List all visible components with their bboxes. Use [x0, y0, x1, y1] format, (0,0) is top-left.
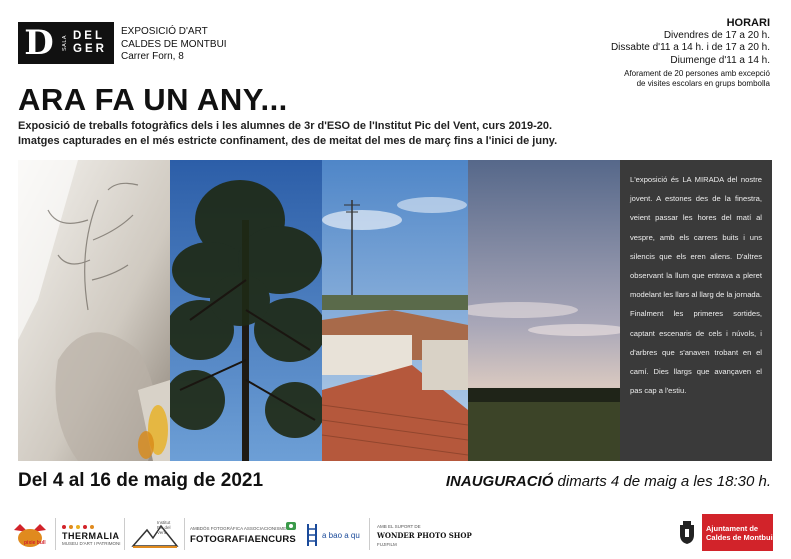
page-title: ARA FA UN ANY... — [18, 82, 288, 117]
ajuntament-line2: Caldes de Montbui — [706, 532, 773, 542]
pic-del-vent-label — [157, 520, 179, 535]
description-line2: Imatges capturades en el més estricte confinament, des de meitat del mes de març fins a l'inici de juny. — [18, 135, 558, 147]
divider — [55, 518, 56, 550]
photo-plant-shadow — [18, 160, 170, 461]
sala-del-ger-logo — [18, 22, 114, 64]
logo-words — [70, 30, 114, 56]
venue-info — [121, 26, 227, 64]
hours-note2: de visites escolars en grups bombolla — [636, 79, 770, 88]
ajuntament-line1: Ajuntament de — [706, 523, 759, 533]
divider — [369, 518, 370, 550]
ajuntament-text — [702, 524, 773, 542]
wonder-sub: FUJIFILM — [377, 541, 397, 547]
hours-title: HORARI — [726, 17, 770, 29]
sponsor-thermalia — [62, 518, 121, 552]
camera-icon — [286, 520, 296, 530]
hours-line1: Divendres de 17 a 20 h. — [663, 29, 770, 41]
logo-line1: DEL — [73, 30, 105, 42]
logo-line2: GER — [73, 43, 107, 55]
opening-details: dimarts 4 de maig a les 18:30 h. — [553, 473, 771, 490]
photo-sunset-field — [468, 160, 620, 461]
wonder-top: AMB EL SUPORT DE — [377, 523, 421, 529]
opening-label: INAUGURACIÓ — [445, 473, 554, 490]
thermalia-dots-icon — [62, 525, 94, 529]
exhibition-dates: Del 4 al 16 de maig de 2021 — [18, 470, 264, 491]
venue-line2: CALDES DE MONTBUI — [121, 38, 227, 50]
exhibition-blurb: L'exposició és LA MIRADA del nostre jovent. A estones des de la finestra, veient passar les hores del matí al vespre, amb els carrers buits i uns silencis que els eren aliens. D'altres observant la llum que entrava a pleret modelant les llars al llarg de la jornada. Finalment les primeres sortides, captant escenaris de cels i núvols, i d'arbres que s'anaven trobant en el camí. Dies llargs que avançaven el pas cap a l'estiu. — [620, 160, 772, 461]
description — [18, 119, 557, 149]
sponsor-pixie-bull — [10, 518, 48, 552]
sponsor-pic-del-vent — [131, 518, 179, 552]
hours-line3: Diumenge d'11 a 14 h. — [670, 54, 770, 66]
divider — [184, 518, 185, 550]
pixie-bull-logo-icon — [10, 520, 50, 550]
venue-line3: Carrer Forn, 8 — [121, 51, 184, 62]
a-bao-a-qu-label: a bao a qu — [322, 530, 360, 540]
hours-note1: Aforament de 20 persones amb excepció — [624, 69, 770, 78]
hours-note — [611, 69, 770, 89]
fotografiaencurs-label: FOTOGRAFIAENCURS — [190, 533, 296, 545]
pic-del-vent-line1: Institut — [157, 520, 171, 525]
photo-rooftops — [322, 160, 468, 461]
hours-line2: Dissabte d'11 a 14 h. i de 17 a 20 h. — [610, 42, 770, 53]
venue-line1: EXPOSICIÓ D'ART — [121, 26, 208, 37]
wonder-label: WONDER PHOTO SHOP — [377, 530, 472, 540]
fotografiaencurs-top: AMBDÓS FOTOGRÀFICA ASSOCIACIONISME — [190, 525, 287, 531]
thermalia-label: THERMALIA — [62, 530, 120, 541]
sponsor-a-bao-a-qu — [305, 518, 360, 552]
coat-of-arms-icon — [672, 514, 702, 551]
photo-pine-tree — [170, 160, 322, 461]
divider — [124, 518, 125, 550]
logo-letter: D — [24, 23, 54, 63]
thermalia-sub: MUSEU D'ART I PATRIMONI — [62, 540, 121, 546]
opening-hours — [611, 17, 770, 89]
ajuntament-logo — [672, 514, 773, 551]
pic-del-vent-line2: Pic del Vent — [157, 525, 171, 535]
opening-info — [446, 473, 771, 490]
sponsor-fotografiaencurs — [190, 518, 296, 552]
sponsor-pixie-bull-label: pixie bull — [24, 539, 46, 546]
sponsor-wonder-photo-shop — [377, 518, 472, 552]
ladder-icon — [305, 524, 319, 546]
logo-sala: SALA — [62, 34, 68, 52]
description-line1: Exposició de treballs fotogràfics dels i les alumnes de 3r d'ESO de l'Institut Pic del Vent, curs 2019-20. — [18, 120, 553, 132]
